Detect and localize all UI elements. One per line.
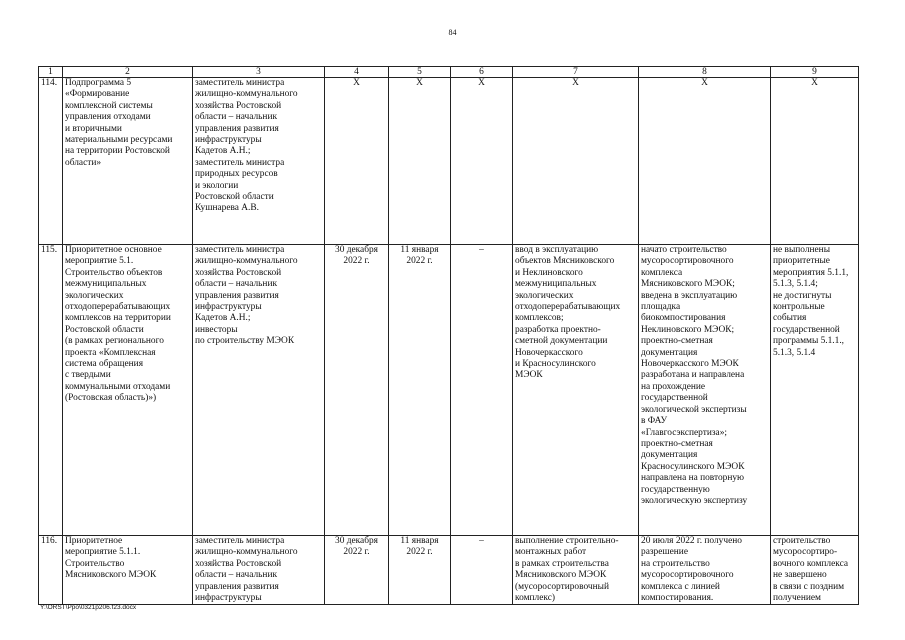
expected-result: ввод в эксплуатацию объектов Мясниковского и Неклиновского межмуниципальных экологических отходоперерабатывающих комплексов; разработка проектно- сметной документации Новочеркасского и Красносулинского МЭОК — [513, 245, 639, 536]
actual-date: Х — [389, 78, 451, 245]
table-row — [39, 245, 859, 536]
table-row — [39, 536, 859, 605]
row-number: 115. — [39, 245, 63, 536]
header-col-5: 5 — [389, 67, 451, 78]
expected-result: выполнение строительно- монтажных работ в рамках строительства Мясниковского МЭОК (мусоросортировочный комплекс) — [513, 536, 639, 605]
plan-date: 30 декабря 2022 г. — [325, 245, 389, 536]
responsible-person: заместитель министра жилищно-коммунального хозяйства Ростовской области – начальник управления развития инфраструктуры — [193, 536, 325, 605]
row-number: 114. — [39, 78, 63, 245]
actual-result: Х — [639, 78, 771, 245]
notes: не выполнены приоритетные мероприятия 5.1.1, 5.1.3, 5.1.4; не достигнуты контрольные события государственной программы 5.1.1., 5.1.3, 5.1.4 — [771, 245, 859, 536]
column-6-value: – — [451, 245, 513, 536]
row-number: 116. — [39, 536, 63, 605]
header-col-8: 8 — [639, 67, 771, 78]
column-6-value: – — [451, 536, 513, 605]
page-number: 84 — [448, 28, 457, 37]
header-col-3: 3 — [193, 67, 325, 78]
measure-name: Подпрограмма 5 «Формирование комплексной системы управления отходами и вторичными материальными ресурсами на территории Ростовской области» — [63, 78, 193, 245]
notes: строительство мусоросортиро- вочного комплекса не завершено в связи с поздним получением — [771, 536, 859, 605]
responsible-person: заместитель министра жилищно-коммунального хозяйства Ростовской области – начальник управления развития инфраструктуры Кадетов А.Н.; заместитель министра природных ресурсов и экологии Ростовской области Кушнарева А.В. — [193, 78, 325, 245]
actual-result: 20 июля 2022 г. получено разрешение на строительство мусоросортировочного комплекса с линией компостирования. — [639, 536, 771, 605]
measure-name: Приоритетное основное мероприятие 5.1. Строительство объектов межмуниципальных экологических отходоперерабатывающих комплексов на территории Ростовской области (в рамках регионального проекта «Комплексная система обращения с твердыми коммунальными отходами (Ростовская область)») — [63, 245, 193, 536]
header-col-1: 1 — [39, 67, 63, 78]
actual-date: 11 января 2022 г. — [389, 245, 451, 536]
report-table — [38, 66, 859, 605]
measure-name: Приоритетное мероприятие 5.1.1. Строительство Мясниковского МЭОК — [63, 536, 193, 605]
footer-file-path: Y:\ORST\Ppo\0321p206.f23.docx — [40, 604, 137, 611]
header-col-4: 4 — [325, 67, 389, 78]
header-col-9: 9 — [771, 67, 859, 78]
actual-date: 11 января 2022 г. — [389, 536, 451, 605]
notes: Х — [771, 78, 859, 245]
expected-result: Х — [513, 78, 639, 245]
column-6-value: Х — [451, 78, 513, 245]
header-col-6: 6 — [451, 67, 513, 78]
actual-result: начато строительство мусоросортировочного комплекса Мясниковского МЭОК; введена в эксплуатацию площадка биокомпостирования Неклиновского МЭОК; проектно-сметная документация Новочеркасского МЭОК разработана и направлена на прохождение государственной экологической экспертизы в ФАУ «Главгосэкспертиза»; проектно-сметная документация Красносулинского МЭОК направлена на повторную государственную экологическую экспертизу — [639, 245, 771, 536]
header-col-2: 2 — [63, 67, 193, 78]
header-row — [39, 67, 859, 78]
responsible-person: заместитель министра жилищно-коммунального хозяйства Ростовской области – начальник управления развития инфраструктуры Кадетов А.Н.; инвесторы по строительству МЭОК — [193, 245, 325, 536]
table-row — [39, 78, 859, 245]
plan-date: Х — [325, 78, 389, 245]
header-col-7: 7 — [513, 67, 639, 78]
plan-date: 30 декабря 2022 г. — [325, 536, 389, 605]
